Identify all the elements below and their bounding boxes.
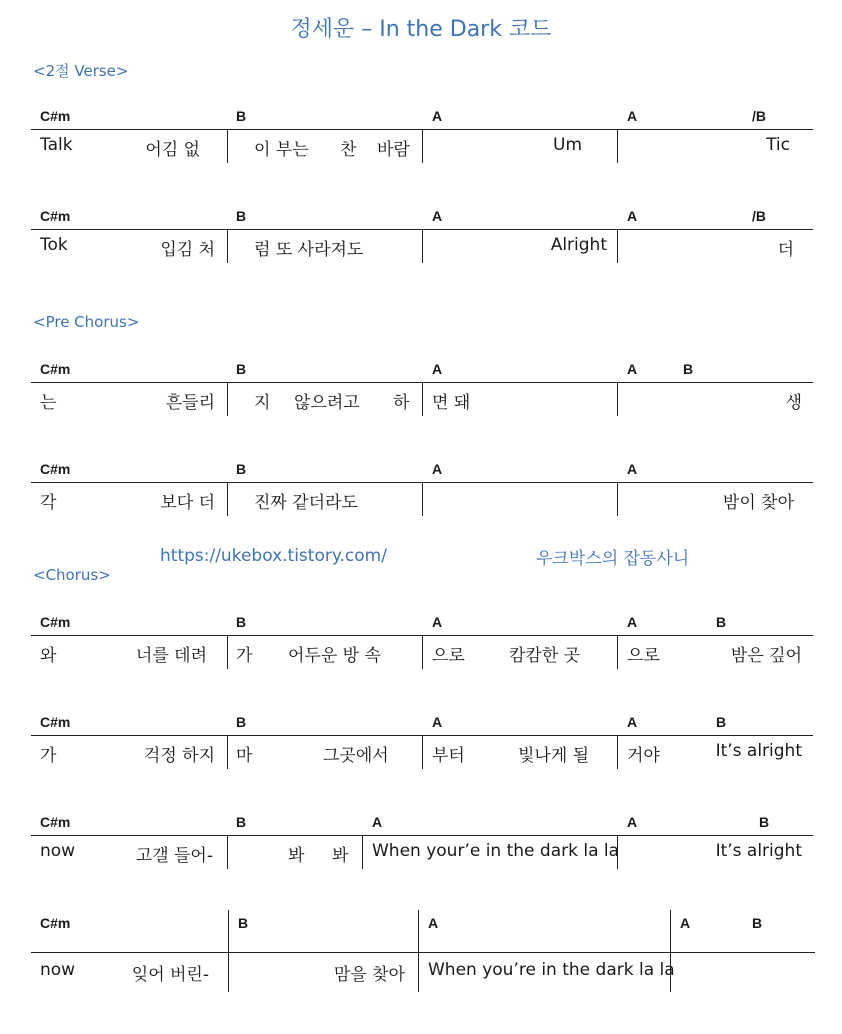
chord: B (759, 814, 770, 830)
measure (617, 614, 814, 669)
measure (617, 461, 814, 516)
lyric: It’s alright (715, 841, 802, 861)
lyric: 밤은 깊어 (730, 646, 802, 666)
measure (617, 361, 814, 416)
lyric: When you’re in the dark la la (428, 960, 675, 980)
section-label-verse2: <2절 Verse> (33, 62, 129, 80)
measure (227, 714, 423, 769)
chord: A (627, 461, 638, 477)
measure (228, 910, 419, 992)
chord: /B (752, 108, 766, 124)
lyric: Tic (766, 135, 790, 155)
measure (31, 915, 228, 992)
measure (422, 714, 618, 769)
chord: B (683, 361, 694, 377)
lyric: 부터 (432, 746, 465, 766)
measure (617, 814, 814, 869)
lyric: 생 (785, 393, 802, 413)
measure (31, 461, 227, 516)
chord-line-4 (31, 461, 813, 516)
chord-line-5 (31, 614, 813, 669)
measure (422, 208, 618, 263)
lyric: When your’e in the dark la la (372, 841, 620, 861)
section-label-chorus: <Chorus> (33, 566, 111, 584)
measure (31, 361, 227, 416)
lyric: 럼 또 사라져도 (254, 240, 364, 260)
measure (227, 614, 423, 669)
chord: A (627, 614, 638, 630)
lyric: now (40, 841, 76, 861)
measure (227, 208, 423, 263)
chord: B (716, 714, 727, 730)
chord: A (372, 814, 383, 830)
chord: A (432, 208, 443, 224)
lyric: Alright (550, 235, 607, 255)
lyric: 와 (40, 646, 57, 666)
blog-name-text: 우크박스의 잡동사니 (536, 549, 690, 569)
chord: B (236, 714, 247, 730)
chord: C#m (40, 461, 71, 477)
chord: C#m (40, 361, 71, 377)
measure (227, 461, 423, 516)
measure (418, 910, 675, 992)
lyric: 잊어 버린- (131, 965, 209, 985)
lyric: 고갤 들어- (135, 846, 213, 866)
lyric: Talk (40, 135, 73, 155)
measure (670, 910, 816, 992)
measure (422, 614, 618, 669)
chord: A (627, 108, 638, 124)
lyric: 으로 (432, 646, 465, 666)
chord: A (432, 361, 443, 377)
page-title: 정세운 – In the Dark 코드 (290, 17, 552, 42)
lyric: 봐 (288, 846, 305, 866)
chord: A (432, 614, 443, 630)
chord-line-7 (31, 814, 813, 869)
lyric: 진짜 같더라도 (254, 493, 358, 513)
lyric: 하 (393, 393, 410, 413)
chord: A (627, 208, 638, 224)
lyric: 으로 (627, 646, 660, 666)
lyric: 가 (236, 646, 253, 666)
measure (422, 361, 618, 416)
chord: B (236, 461, 247, 477)
chord: B (236, 108, 247, 124)
blog-url-text: https://ukebox.tistory.com/ (160, 546, 387, 566)
measure (227, 108, 423, 163)
chord-line-6 (31, 714, 813, 769)
measure (31, 108, 227, 163)
section-label-prechorus: <Pre Chorus> (33, 313, 140, 331)
lyric: Tok (40, 235, 68, 255)
measure (227, 814, 363, 869)
lyric: 않으려고 (294, 393, 360, 413)
chord: A (432, 108, 443, 124)
chord-line-3 (31, 361, 813, 416)
lyric: 캄캄한 곳 (509, 646, 581, 666)
chord: B (236, 814, 247, 830)
chord: C#m (40, 108, 71, 124)
lyric: 거야 (627, 746, 660, 766)
lyric: It’s alright (715, 741, 802, 761)
lyric: 지 (254, 393, 271, 413)
chord: A (428, 915, 439, 931)
chord: C#m (40, 915, 71, 931)
lyric: 는 (40, 393, 57, 413)
lyric: 가 (40, 746, 57, 766)
lyric: 어두운 방 속 (288, 646, 381, 666)
chord: B (236, 208, 247, 224)
chord: A (627, 361, 638, 377)
lyric: 찬 (340, 140, 357, 160)
lyric: 걱정 하지 (143, 746, 215, 766)
chord: B (716, 614, 727, 630)
lyric: 흔들리 (165, 393, 215, 413)
chord: C#m (40, 614, 71, 630)
lyric: 밤이 찾아 (722, 493, 794, 513)
lyric: 맘을 찾아 (333, 965, 405, 985)
chord: A (432, 714, 443, 730)
measure (31, 208, 227, 263)
lyric: 봐 (332, 846, 349, 866)
lyric: 입김 처 (160, 240, 215, 260)
lyric: 너를 데려 (135, 646, 207, 666)
lyric: 보다 더 (160, 493, 215, 513)
lyric: 이 부는 (254, 140, 309, 160)
chord-line-1 (31, 108, 813, 163)
chord: B (752, 915, 763, 931)
lyric: 각 (40, 493, 57, 513)
chord: B (236, 361, 247, 377)
measure (617, 108, 814, 163)
chord-line-2 (31, 208, 813, 263)
measure (227, 361, 423, 416)
chord: A (627, 714, 638, 730)
lyric: 바람 (377, 140, 410, 160)
measure (31, 814, 227, 869)
measure (31, 714, 227, 769)
lyric: 마 (236, 746, 253, 766)
chord: A (680, 915, 691, 931)
lyric: 그곳에서 (323, 746, 389, 766)
measure (617, 714, 814, 769)
lyric: Um (553, 135, 583, 155)
measure (362, 814, 620, 869)
measure (31, 614, 227, 669)
measure (422, 108, 618, 163)
lyric: 면 돼 (432, 393, 471, 413)
lyric: now (40, 960, 76, 980)
chord: C#m (40, 814, 71, 830)
lyric: 더 (777, 240, 794, 260)
lyric: 빛나게 될 (518, 746, 590, 766)
chord: B (238, 915, 249, 931)
measure (617, 208, 814, 263)
chord: /B (752, 208, 766, 224)
chord: B (236, 614, 247, 630)
chord: A (432, 461, 443, 477)
lyric: 어김 없 (145, 140, 200, 160)
measure (422, 461, 618, 516)
chord: A (627, 814, 638, 830)
chord-line-8 (31, 915, 815, 992)
chord: C#m (40, 714, 71, 730)
chord: C#m (40, 208, 71, 224)
